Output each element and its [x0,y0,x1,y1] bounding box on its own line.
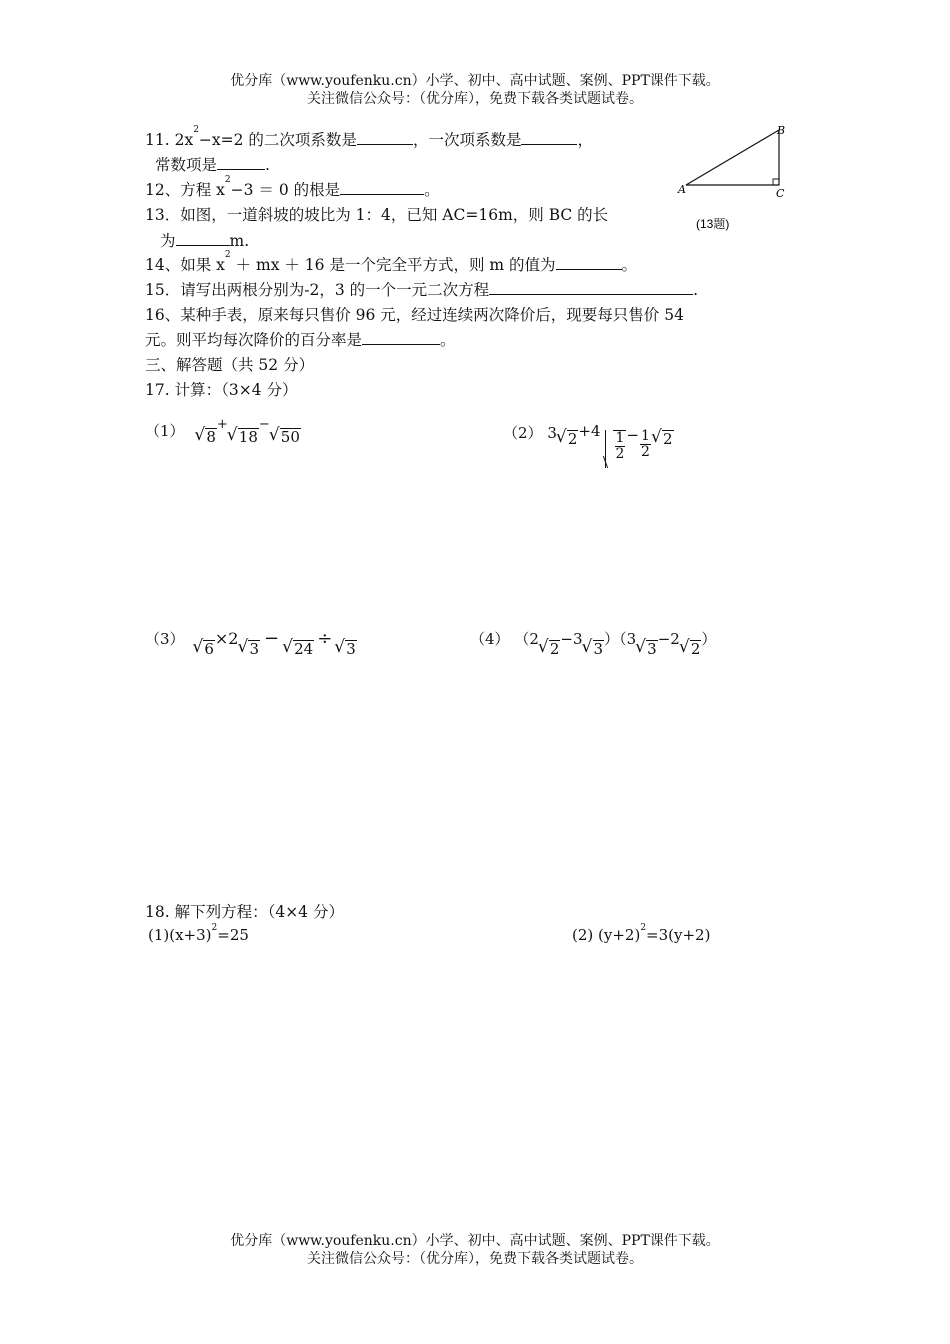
sqrt-symbol: √ 2 [680,640,702,658]
question-18-title: 18. 解下列方程：（4×4 分） [145,903,344,921]
sqrt-symbol: √ 18 [228,428,259,446]
question-14: 14、如果 $x^2$ ＋ mx ＋ 16 是一个完全平方式，则 m 的值为 。 [145,250,638,274]
equation-18-1: $(1)(x+3)^2=25$ [148,923,249,944]
question-17-title: 17. 计算：（3×4 分） [145,381,298,399]
footer-line-2: 关注微信公众号：（优分库），免费下载各类试题试卷。 [307,1251,643,1267]
vertex-a-label: A [678,183,686,196]
answer-blank [217,157,265,170]
question-13-line-1: 13．如图，一道斜坡的坡比为 1：4，已知 AC=16m，则 BC 的长 [145,206,609,224]
section-3-title: 三、解答题（共 52 分） [145,356,315,374]
sqrt-symbol: √ 3 [636,640,658,658]
question-11-line-1: 11. $2x^2-x=2$ 的二次项系数是 ，一次项系数是 ， [145,125,593,149]
sqrt-symbol: √ 3 [238,640,260,658]
header-line-1: 优分库（www.youfenku.cn）小学、初中、高中试题、案例、PPT课件下载。 [230,73,720,89]
answer-blank [489,282,693,295]
sqrt-symbol: √ 8 [195,428,217,446]
fraction: $\frac{1}{2}$ [615,430,625,462]
problem-17-4: （4） （2√ 2−3√ 3）（3√ 3−2√ 2） [470,628,716,649]
vertex-c-label: C [776,187,785,200]
question-16-line-2: 元。则平均每次降价的百分率是 。 [145,331,456,349]
sqrt-symbol: √ 2 [557,430,579,448]
question-16-line-1: 16、某种手表，原来每只售价 96 元，经过连续两次降价后，现要每只售价 54 [145,306,684,324]
answer-blank [340,182,424,195]
sqrt-symbol: √ 50 [270,428,301,446]
sqrt-symbol: √ 3 [583,640,605,658]
sqrt-symbol: √ 24 [283,640,314,658]
problem-17-3: （3） √ 6×2√ 3 −√ 24 ÷√ 3 [145,628,357,649]
equation-18-2: (2) $(y+2)^2=3(y+2)$ [572,923,711,944]
footer-line-1: 优分库（www.youfenku.cn）小学、初中、高中试题、案例、PPT课件下载。 [230,1233,720,1249]
problem-17-2: （2） 3√ 2+4 $\frac{1}{2}$ − $\frac{1}{2}$ √ 2 [503,418,674,450]
question-15: 15．请写出两根分别为-2，3 的一个一元二次方程 . [145,281,699,299]
slope-triangle-figure [676,122,796,232]
answer-blank [176,233,230,246]
question-12: 12、方程 $x^2-3 = 0$ 的根是 。 [145,175,440,199]
header-line-2: 关注微信公众号：（优分库），免费下载各类试题试卷。 [307,91,643,107]
question-11-line-2: 常数项是 . [155,156,270,174]
question-13-line-2: 为 m. [160,232,250,250]
answer-blank [556,257,622,270]
answer-blank [357,132,413,145]
fraction: $\frac{1}{2}$ [641,427,650,460]
answer-blank [521,132,577,145]
problem-17-1: （1） √ 8+√ 18−√ 50 [145,420,301,441]
sqrt-symbol: √ 6 [193,640,215,658]
sqrt-symbol [601,430,627,462]
sqrt-symbol: √ 2 [652,430,674,448]
sqrt-symbol: √ 3 [335,640,357,658]
vertex-b-label: B [777,124,786,137]
sqrt-symbol: √ 2 [539,640,561,658]
figure-caption: (13题) [696,217,730,231]
answer-blank [362,332,440,345]
